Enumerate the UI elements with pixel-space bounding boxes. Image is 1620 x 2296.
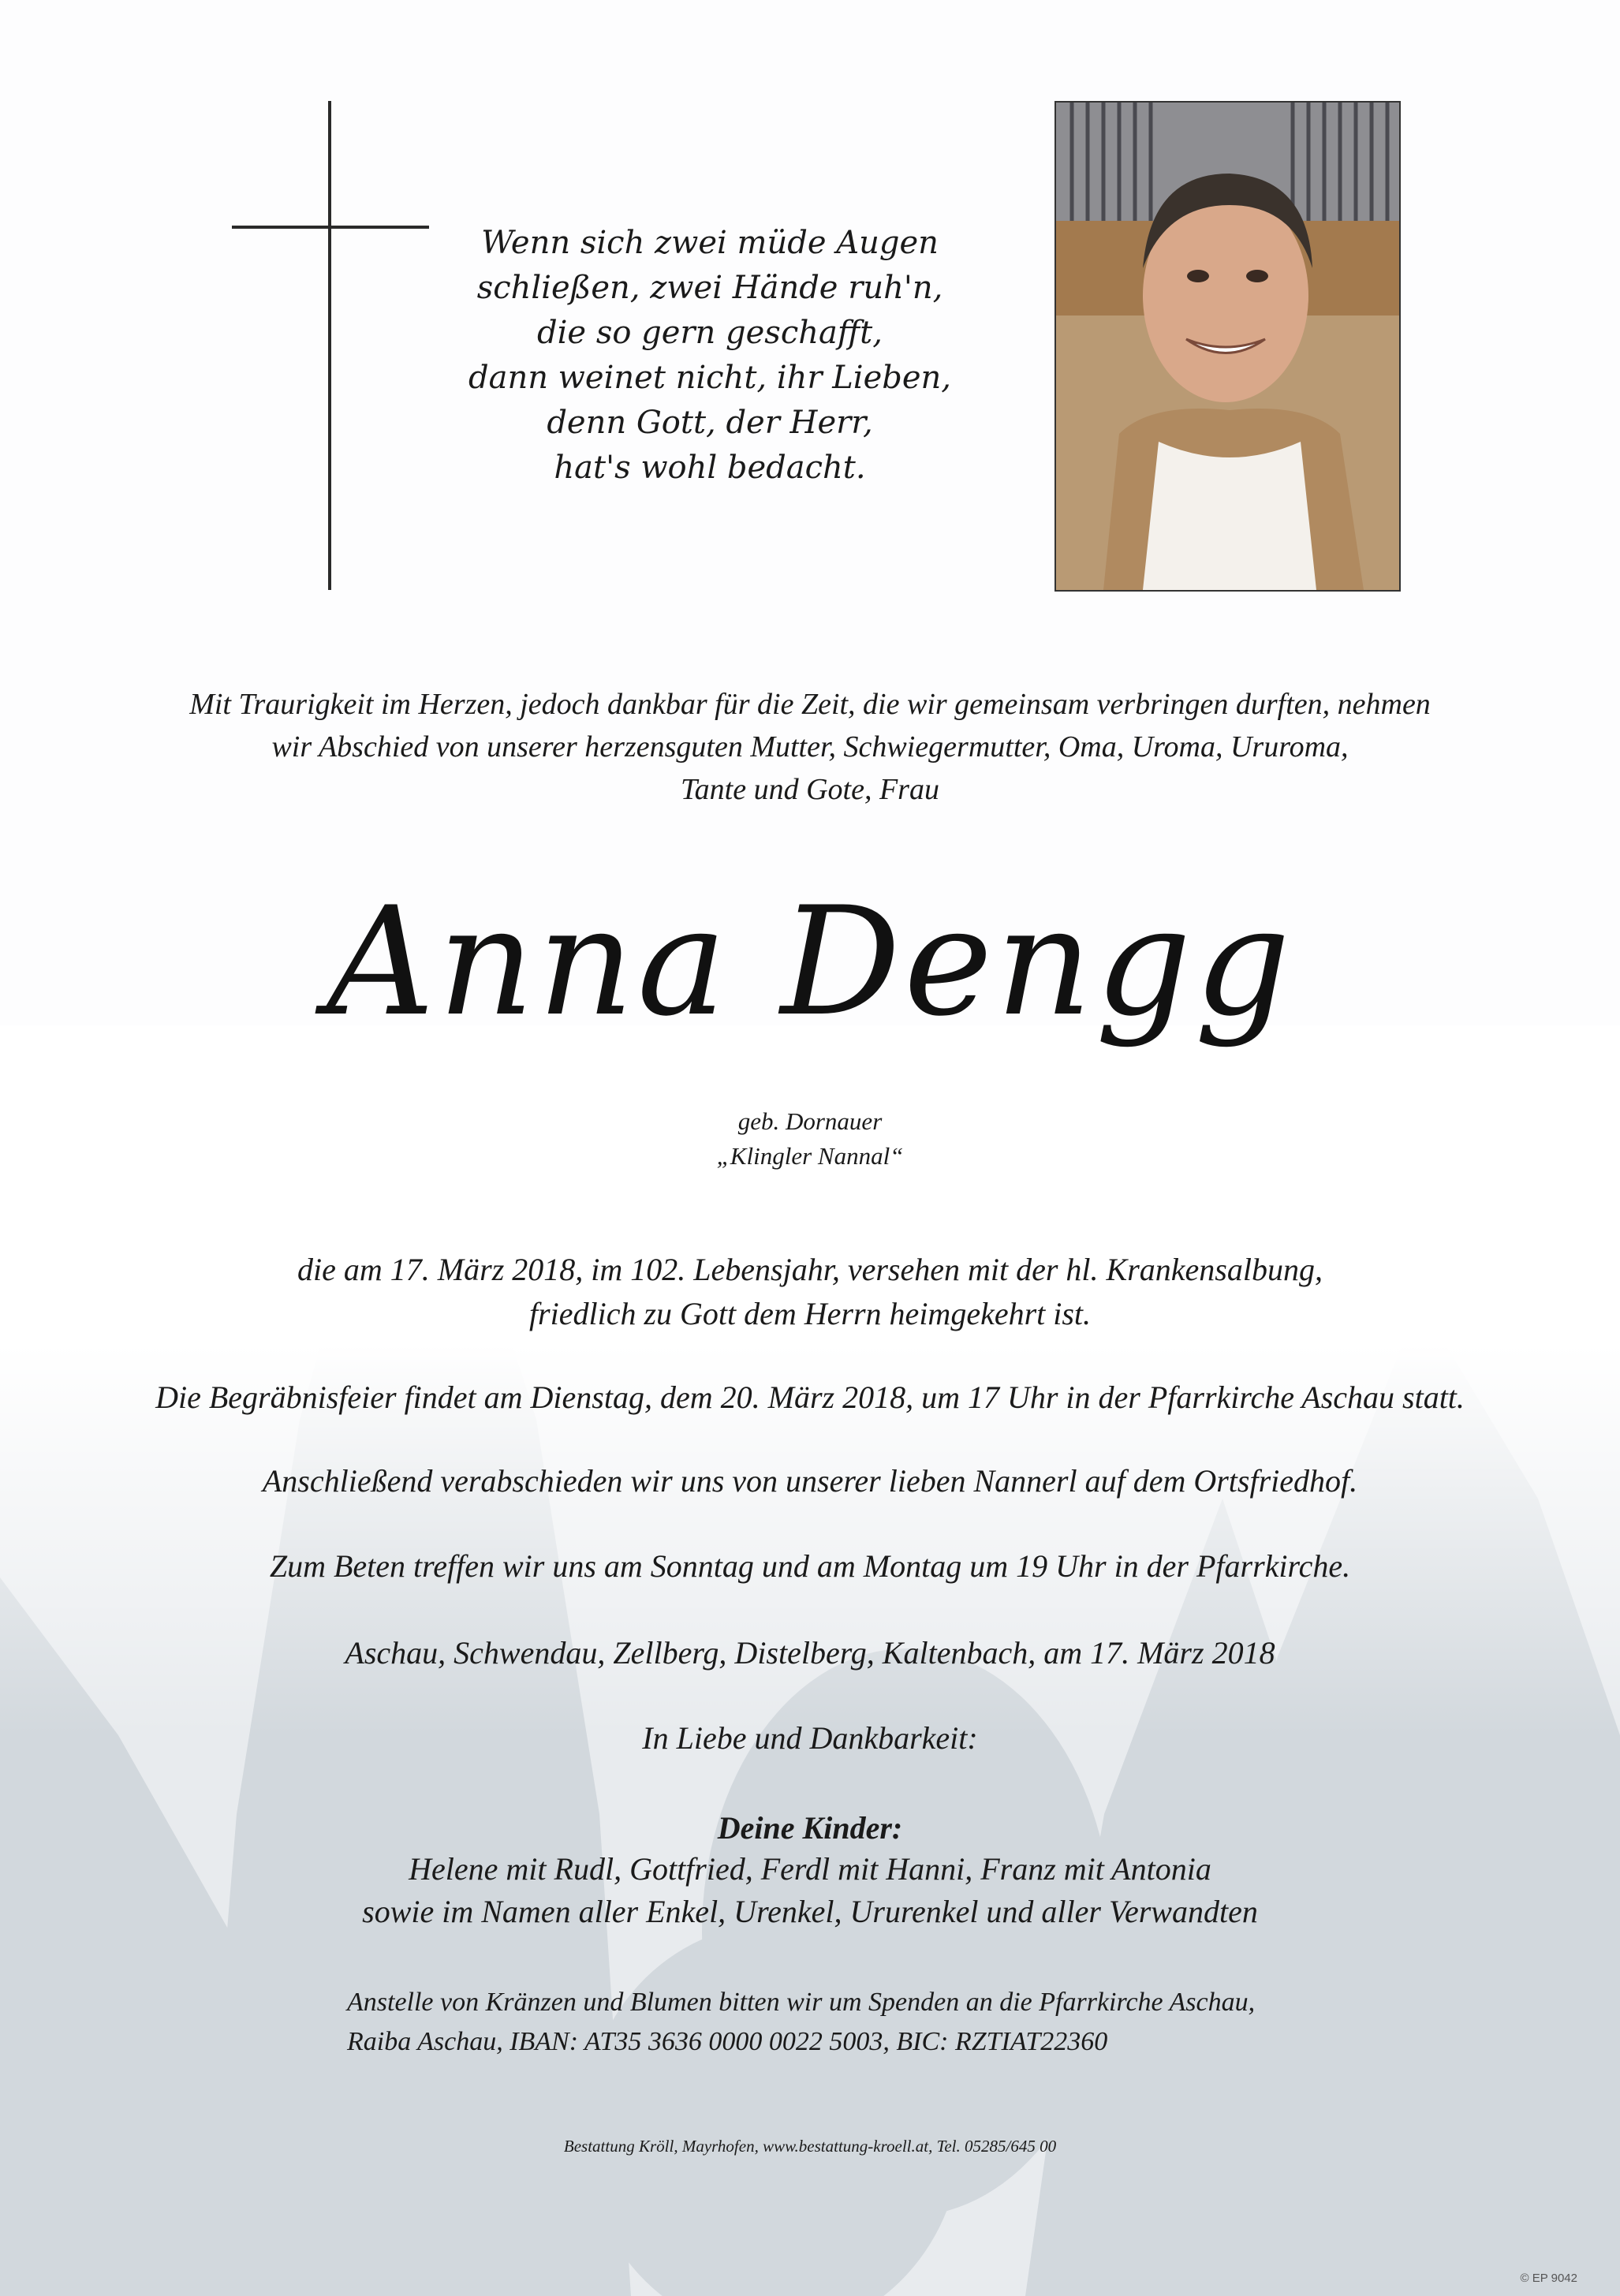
nickname: „Klingler Nannal“ — [716, 1142, 904, 1170]
intro-line: wir Abschied von unserer herzensguten Mutter, Schwiegermutter, Oma, Uroma, Ururoma, — [271, 730, 1349, 763]
deceased-name: Anna Dengg — [326, 875, 1293, 1049]
portrait-photo — [1054, 101, 1401, 592]
intro-line: Mit Traurigkeit im Herzen, jedoch dankbar für die Zeit, die wir gemeinsam verbringen durften, nehmen — [189, 688, 1431, 721]
cross-horizontal-beam — [232, 226, 429, 229]
donation-line: Raiba Aschau, IBAN: AT35 3636 0000 0022 5003, BIC: RZTIAT22360 — [347, 2027, 1108, 2056]
undertaker-footer: Bestattung Kröll, Mayrhofen, www.bestattung-kroell.at, Tel. 05285/645 00 — [563, 2137, 1057, 2156]
intro-line: Tante und Gote, Frau — [681, 773, 939, 806]
print-code: © EP 9042 — [1520, 2272, 1577, 2285]
poem-line: dann weinet nicht, ihr Lieben, — [468, 360, 951, 396]
poem-line: die so gern geschafft, — [537, 315, 883, 351]
poem-line: hat's wohl bedacht. — [554, 450, 866, 486]
birth-info — [552, 1104, 1068, 1174]
poem-line: schließen, zwei Hände ruh'n, — [476, 270, 943, 306]
poem-line: denn Gott, der Herr, — [547, 405, 873, 441]
poem — [457, 221, 962, 491]
death-notice-line: friedlich zu Gott dem Herrn heimgekehrt ist. — [528, 1296, 1092, 1331]
intro-text — [63, 683, 1557, 811]
donation-line: Anstelle von Kränzen und Blumen bitten wir um Spenden an die Pfarrkirche Aschau, — [347, 1988, 1256, 2017]
cross-vertical-beam — [328, 101, 331, 590]
children-line: sowie im Namen aller Enkel, Urenkel, Ururenkel und aller Verwandten — [362, 1894, 1258, 1929]
prayer-notice: Zum Beten treffen wir uns am Sonntag und am Montag um 19 Uhr in der Pfarrkirche. — [269, 1548, 1351, 1584]
closing-phrase: In Liebe und Dankbarkeit: — [642, 1720, 978, 1756]
funeral-notice: Die Begräbnisfeier findet am Dienstag, dem 20. März 2018, um 17 Uhr in der Pfarrkirche Aschau statt. — [155, 1379, 1465, 1415]
farewell-notice: Anschließend verabschieden wir uns von unserer lieben Nannerl auf dem Ortsfriedhof. — [262, 1463, 1358, 1499]
donation-request — [347, 1983, 1451, 2062]
poem-line: Wenn sich zwei müde Augen — [481, 225, 939, 261]
children-line: Helene mit Rudl, Gottfried, Ferdl mit Hanni, Franz mit Antonia — [409, 1851, 1211, 1887]
place-date: Aschau, Schwendau, Zellberg, Distelberg, Kaltenbach, am 17. März 2018 — [345, 1635, 1275, 1671]
death-notice-line: die am 17. März 2018, im 102. Lebensjahr, versehen mit der hl. Krankensalbung, — [297, 1252, 1323, 1287]
birth-name: geb. Dornauer — [737, 1107, 883, 1135]
children-title: Deine Kinder: — [717, 1810, 903, 1846]
